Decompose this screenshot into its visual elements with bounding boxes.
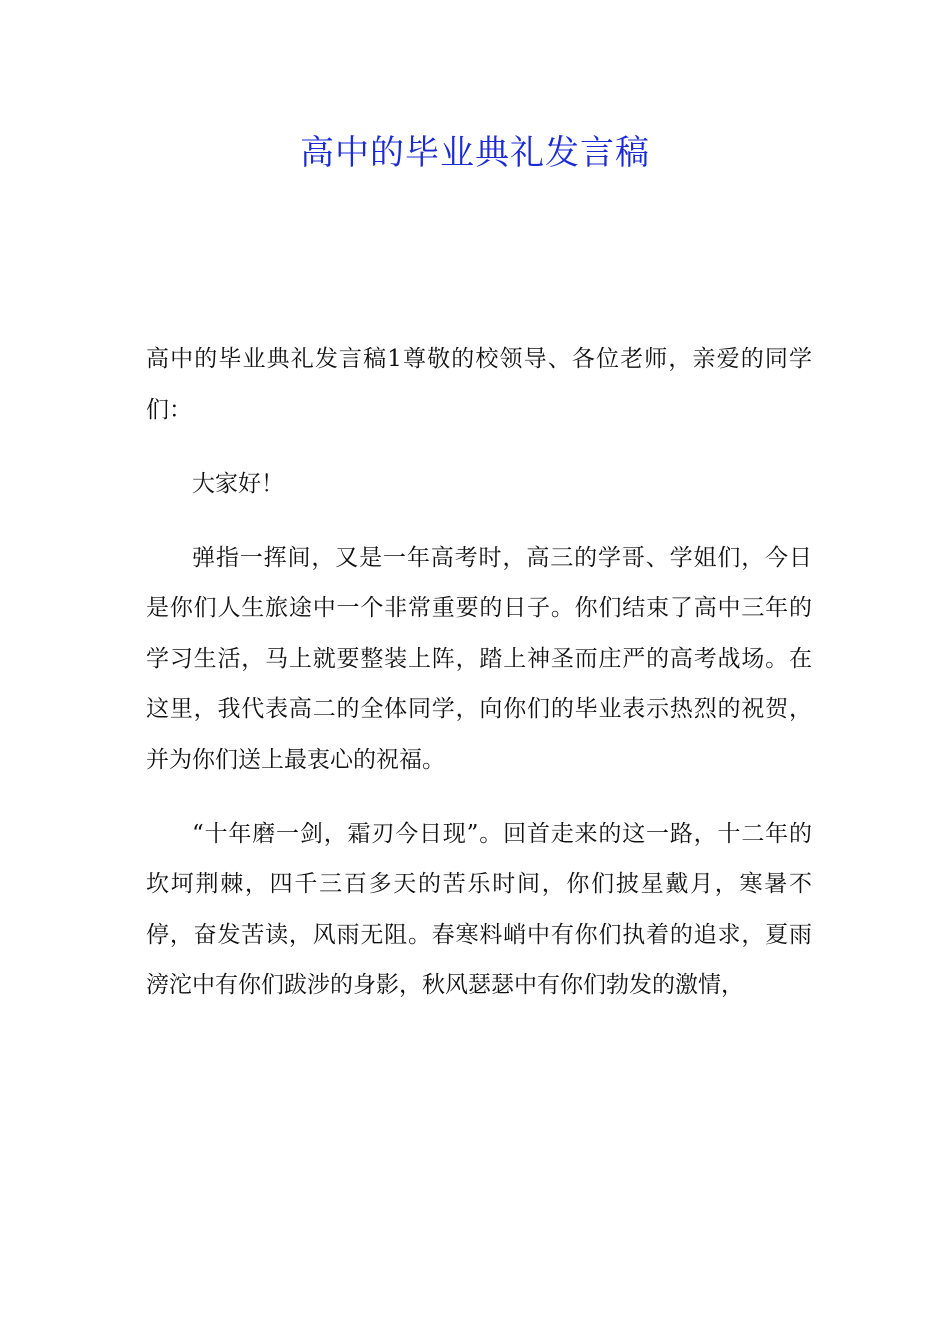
document-title: 高中的毕业典礼发言稿 <box>300 133 650 173</box>
paragraph-reflection: “十年磨一剑，霜刃今日现”。回首走来的这一路，十二年的坎坷荆棘，四千三百多天的苦乐时间，你们披星戴月，寒暑不停，奋发苦读，风雨无阻。春寒料峭中有你们执着的追求，夏雨滂沱中有你们跋涉的身影，秋风瑟瑟中有你们勃发的激情， <box>146 820 812 998</box>
paragraph-greeting: 大家好！ <box>192 470 284 497</box>
paragraph-opening: 高中的毕业典礼发言稿1尊敬的校领导、各位老师，亲爱的同学们： <box>146 346 812 423</box>
paragraph-congratulations: 弹指一挥间，又是一年高考时，高三的学哥、学姐们，今日是你们人生旅途中一个非常重要的日子。你们结束了高中三年的学习生活，马上就要整装上阵，踏上神圣而庄严的高考战场。在这里，我代表高二的全体同学，向你们的毕业表示热烈的祝贺，并为你们送上最衷心的祝福。 <box>146 544 812 773</box>
document-body <box>146 334 812 1034</box>
